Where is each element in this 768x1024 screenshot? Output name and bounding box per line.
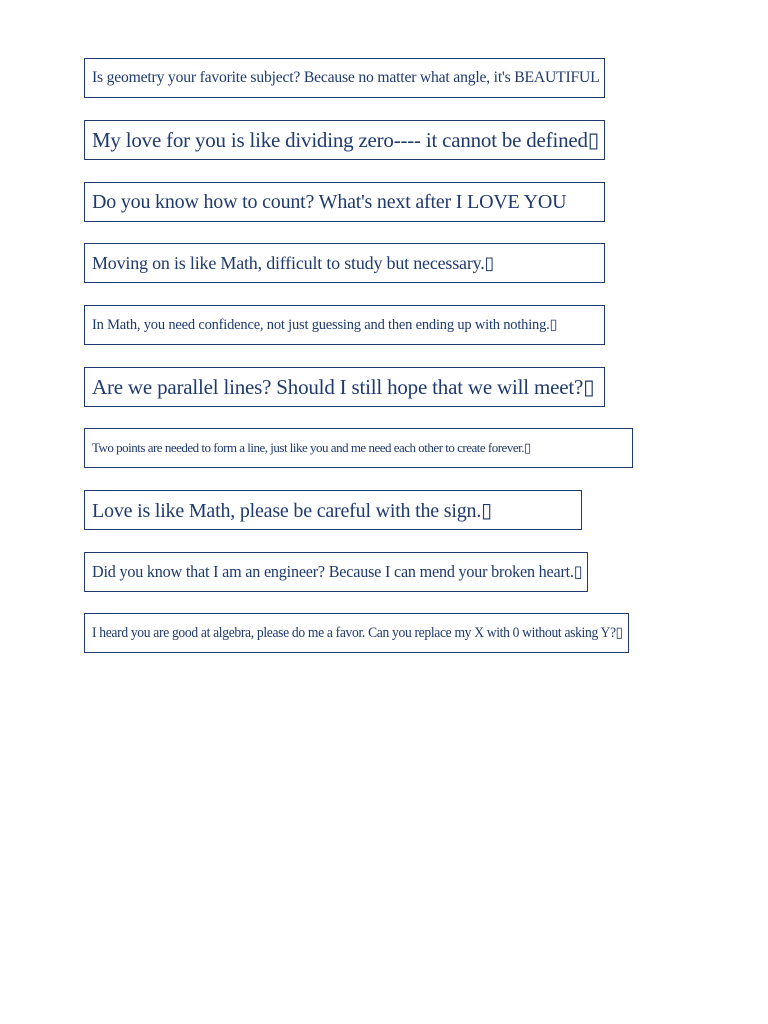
pickup-line-text-10: I heard you are good at algebra, please do me a favor. Can you replace my X with 0 without asking Y?▯ [92, 624, 623, 641]
pickup-line-text-5: In Math, you need confidence, not just guessing and then ending up with nothing.▯ [92, 316, 558, 333]
pickup-line-box-2 [84, 120, 605, 160]
pickup-line-box-4 [84, 243, 605, 283]
pickup-line-box-8 [84, 490, 582, 530]
pickup-line-text-8: Love is like Math, please be careful with the sign.▯ [92, 499, 492, 522]
pickup-line-box-9 [84, 552, 588, 592]
pickup-line-text-1: Is geometry your favorite subject? Because no matter what angle, it's BEAUTIFUL [92, 69, 600, 86]
pickup-line-box-3 [84, 182, 605, 222]
pickup-line-box-7 [84, 428, 633, 468]
pickup-line-text-4: Moving on is like Math, difficult to study but necessary.▯ [92, 252, 495, 273]
pickup-line-box-5 [84, 305, 605, 345]
pickup-line-text-3: Do you know how to count? What's next after I LOVE YOU [92, 190, 567, 213]
pickup-line-text-9: Did you know that I am an engineer? Because I can mend your broken heart.▯ [92, 562, 583, 581]
pickup-line-text-7: Two points are needed to form a line, just like you and me need each other to create forever.▯ [92, 440, 531, 455]
pickup-line-box-10 [84, 613, 629, 653]
pickup-line-text-2: My love for you is like dividing zero---- it cannot be defined▯ [92, 127, 600, 152]
pickup-line-box-1 [84, 58, 605, 98]
pickup-line-box-6 [84, 367, 605, 407]
pickup-line-text-6: Are we parallel lines? Should I still hope that we will meet?▯ [92, 374, 595, 399]
